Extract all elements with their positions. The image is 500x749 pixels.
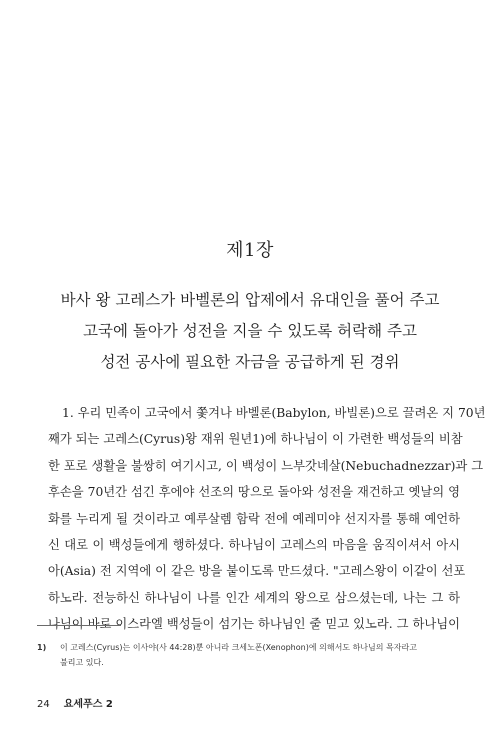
body-line: 신 대로 이 백성들에게 행하셨다. 하나님이 고레스의 마음을 움직이셔서 아시 bbox=[48, 538, 460, 553]
footnote bbox=[37, 640, 463, 670]
book-title: 요세푸스 2 bbox=[63, 699, 113, 710]
chapter-title-line: 바사 왕 고레스가 바벨론의 압제에서 유대인을 풀어 주고 bbox=[60, 291, 440, 309]
body-line: 나님이 바로 이스라엘 백성들이 섬기는 하나님인 줄 믿고 있노라. 그 하나님이 bbox=[48, 617, 460, 632]
body-line: 화를 누리게 될 것이라고 예루살렘 함락 전에 예레미야 선지자를 통해 예언하 bbox=[48, 511, 460, 526]
body-line: 1. 우리 민족이 고국에서 쫓겨나 바벨론(Babylon, 바빌론)으로 끌려온 지 70년 bbox=[62, 406, 486, 420]
footnote-text: 이 고레스(Cyrus)는 이사야(사 44:28)뿐 아니라 크세노폰(Xenophon)에 의해서도 하나님의 목자라고 bbox=[60, 643, 417, 652]
footnote-line bbox=[37, 655, 463, 670]
body-line: 후손을 70년간 섬긴 후에야 선조의 땅으로 돌아와 성전을 재건하고 옛날의 영 bbox=[48, 485, 460, 500]
chapter-title-line: 고국에 돌아가 성전을 지을 수 있도록 허락해 주고 bbox=[83, 322, 417, 340]
chapter-title bbox=[0, 285, 500, 378]
body-line: 아(Asia) 전 지역에 이 같은 방을 붙이도록 만드셨다. "고레스왕이 이같이 선포 bbox=[48, 564, 466, 579]
body-paragraph bbox=[48, 400, 486, 638]
footnote-text: 불리고 있다. bbox=[60, 658, 104, 667]
body-line: 하노라. 전능하신 하나님이 나를 인간 세계의 왕으로 삼으셨는데, 나는 그 하 bbox=[48, 590, 460, 605]
page-footer bbox=[37, 695, 113, 710]
body-line: 한 포로 생활을 불쌍히 여기시고, 이 백성이 느부갓네살(Nebuchadnezzar)과 그 bbox=[48, 458, 484, 473]
footnote-line bbox=[37, 640, 463, 655]
body-line: 째가 되는 고레스(Cyrus)왕 재위 원년1)에 하나님이 이 가련한 백성들의 비참 bbox=[48, 432, 463, 447]
footnote-divider bbox=[37, 625, 121, 626]
page-number: 24 bbox=[37, 699, 50, 710]
footnote-number: 1) bbox=[37, 643, 47, 652]
chapter-title-line: 성전 공사에 필요한 자금을 공급하게 된 경위 bbox=[100, 353, 400, 371]
chapter-label: 제1장 bbox=[226, 240, 274, 261]
